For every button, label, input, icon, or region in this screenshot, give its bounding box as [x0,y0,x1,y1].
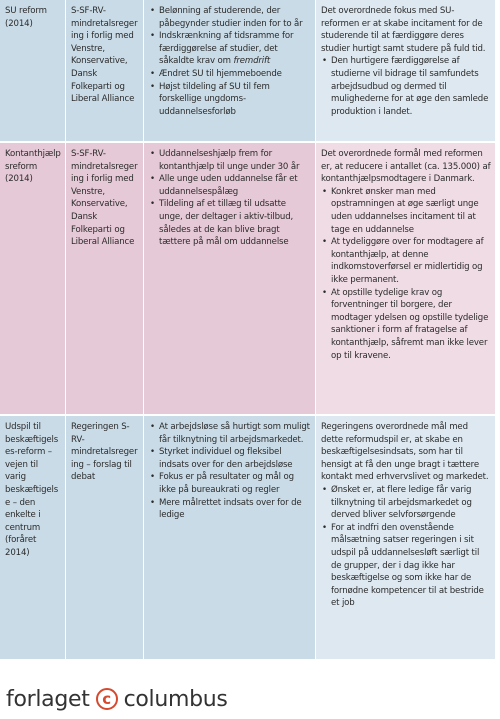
list-item-text: Styrket individuel og fleksibel indsats over for den arbejdsløse [159,447,293,470]
formaal-list [321,484,491,610]
tiltag-cell [144,142,316,415]
parties-cell [66,142,144,415]
reform-name: SU reform (2014) [5,6,47,29]
list-item-text: Mere målrettet indsats over for de ledige [159,497,302,521]
parties-text: S-SF-RV-mindretalsregering i forlig med Venstre, Konservative, Dansk Folkeparti og Liberal Alliance [71,6,138,105]
reform-name: Kontanthjælpsreform (2014) [5,149,61,185]
list-item-text: Indskrænkning af tidsramme for færdiggørelse af studier, det såkaldte krav om [159,31,294,67]
list-item [159,421,311,446]
reform-name: Udspil til beskæftigelses-reform – vejen til varig beskæftigelse – den enkelte i centrum (foråret 2014) [5,422,59,558]
list-item-text: Alle unge uden uddannelse får et uddannelsespålæg [159,174,298,197]
list-item [159,446,311,471]
list-item: • At opstille tydelige krav og forventninger til borgere, der modtager ydelsen og opstille tydelige sanktioner i form af fratagelse af kontanthjælp, såfremt man ikke lever op til kravene. [331,287,491,363]
formaal-list [321,55,491,118]
list-item: • Konkret ønsker man med opstramningen at øge særligt unge uden uddannelses incitament til at tage en uddannelse [331,186,491,236]
reform-name-cell [0,142,66,415]
reform-name-cell [0,0,66,142]
list-item: • At tydeliggøre over for modtagere af kontanthjælp, at denne indkomstoverførsel er midlertidig og ikke permanent. [331,236,491,286]
list-item-text: At arbejdsløse så hurtigt som muligt får tilknytning til arbejdsmarkedet. [159,422,310,445]
list-item-text: Belønning af studerende, der påbegynder studier inden for to år [159,6,303,29]
parties-cell [66,0,144,142]
formaal-intro: Det overordnede formål med reformen er, at reducere i antallet (ca. 135.000) af kontanthjælpsmodtagere i Danmark. [321,149,491,185]
list-item [159,30,311,68]
parties-cell [66,415,144,660]
list-item: • Ønsket er, at flere ledige får varig tilknytning til arbejdsmarkedet og derved bliver selvforsørgende [331,484,491,522]
formaal-cell [316,142,496,415]
list-item-text: Fokus er på resultater og mål og ikke på bureaukrati og regler [159,472,294,495]
formaal-cell [316,0,496,142]
list-item-text: Uddannelseshjælp frem for kontanthjælp til unge under 30 år [159,149,300,172]
list-item [159,148,311,173]
table-row [0,142,495,415]
table-row [0,0,495,142]
list-item-text: Ændret SU til hjemmeboende [159,68,282,79]
list-item-text: Tildeling af et tillæg til udsatte unge, der deltager i aktiv-tilbud, således at de kan blive bragt tættere på mål om uddannelse [159,199,294,248]
publisher-logo [6,684,228,714]
tiltag-list [149,421,311,522]
formaal-list [321,186,491,362]
list-item [159,497,311,522]
list-item [159,173,311,198]
logo-text-right: columbus [123,686,228,712]
list-item: • For at indfri den ovenstående målsætning satser regeringen i sit udspil på uddannelsesløft særligt til de grupper, der i dag ikke har beskæftigelse og som ikke har de fornødne kompetencer til at bestride et job [331,522,491,610]
formaal-cell [316,415,496,660]
logo-text-left: forlaget [6,686,90,712]
list-item [159,68,311,81]
formaal-intro: Det overordnede fokus med SU-reformen er at skabe incitament for de studerende til at færdiggøre deres studier hurtigt samt studere på fuld tid. [321,6,486,54]
tiltag-list [149,5,311,118]
parties-text: Regeringen S-RV-mindretalsregering – forslag til debat [71,422,138,483]
tiltag-cell [144,415,316,660]
list-item [159,81,311,119]
tiltag-cell [144,0,316,142]
list-item [159,198,311,248]
list-item-text: Højst tildeling af SU til fem forskellige ungdoms-uddannelsesforløb [159,81,270,117]
reform-name-cell [0,415,66,660]
list-item [159,471,311,496]
copyright-circle-icon: c [96,688,118,710]
table-row [0,415,495,660]
tiltag-list [149,148,311,249]
list-item [159,5,311,30]
formaal-intro: Regeringens overordnede mål med dette reformudspil er, at skabe en beskæftigelsesindsats, som har til hensigt at få den unge bragt i tættere kontakt med erhvervslivet og markedet. [321,422,489,483]
parties-text: S-SF-RV-mindretalsregering i forlig med Venstre, Konservative, Dansk Folkeparti og Liberal Alliance [71,149,138,248]
list-item: • Den hurtigere færdiggørelse af studierne vil bidrage til samfundets arbejdsudbud og dermed til mulighederne for at øge den samlede produktion i landet. [331,55,491,118]
list-item-emphasis: fremdrift [233,56,271,67]
